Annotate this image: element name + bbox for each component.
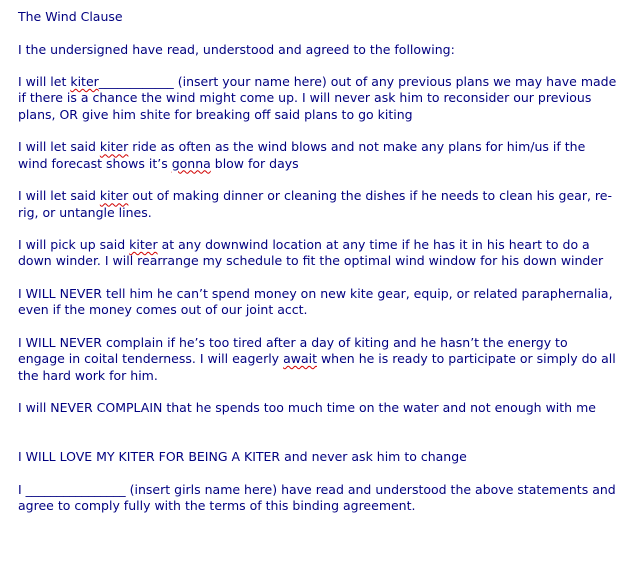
document-body: [18, 9, 618, 531]
signature-blank: ________________: [25, 481, 126, 497]
clause-text: I: [18, 481, 26, 497]
clause-ride: [18, 139, 618, 172]
misspelled-word: kiter: [99, 188, 129, 204]
misspelled-word: kiter: [70, 74, 99, 90]
clause-time-on-water: I will NEVER COMPLAIN that he spends too much time on the water and not enough with me: [18, 400, 596, 416]
misspelled-word: kiter: [99, 139, 129, 155]
clause-text: when he is ready to participate or simply do all the hard work for him.: [18, 351, 616, 383]
clause-tired: [18, 335, 618, 384]
blank-line: [18, 433, 618, 449]
clause-text: ride as often as the wind blows and not make any plans for him/us if the wind forecast shows it’s: [18, 139, 586, 171]
clause-text: (insert your name here) out of any previous plans we may have made if there is a chance the wind might come up. I will never ask him to reconsider our previous plans, OR give him shite for breaking off said plans to go kiting: [18, 74, 617, 122]
name-blank: ____________: [98, 74, 174, 90]
clause-text: I will pick up said: [18, 237, 130, 253]
clause-text: I WILL NEVER complain if he’s too tired after a day of kiting and he hasn’t the energy to engage in coital tenderness. I will eagerly: [18, 334, 568, 367]
clause-text: I will let said: [18, 188, 100, 204]
misspelled-word: gonna: [171, 155, 211, 171]
clause-love: I WILL LOVE MY KITER FOR BEING A KITER and never ask him to change: [18, 449, 467, 465]
signature-clause: [18, 482, 618, 515]
clause-pickup: [18, 237, 618, 270]
misspelled-word: kiter: [129, 237, 158, 253]
clause-text: I will let: [18, 74, 71, 90]
clause-text: out of making dinner or cleaning the dishes if he needs to clean his gear, re-rig, or untangle lines.: [18, 188, 612, 220]
clause-spending: I WILL NEVER tell him he can’t spend money on new kite gear, equip, or related paraphernalia, even if the money comes out of our joint acct.: [18, 286, 613, 318]
clause-chores: [18, 188, 618, 221]
intro-paragraph: I the undersigned have read, understood and agreed to the following:: [18, 41, 455, 57]
clause-text: (insert girls name here) have read and understood the above statements and agree to comply fully with the terms of this binding agreement.: [18, 481, 616, 513]
document-title: The Wind Clause: [18, 9, 123, 24]
clause-text: at any downwind location at any time if he has it in his heart to do a down winder. I will rearrange my schedule to fit the optimal wind window for his down winder: [18, 237, 604, 269]
misspelled-word: await: [283, 351, 317, 367]
clause-name-release: [18, 74, 618, 123]
clause-text: I will let said: [18, 139, 100, 155]
clause-text: blow for days: [210, 155, 299, 171]
